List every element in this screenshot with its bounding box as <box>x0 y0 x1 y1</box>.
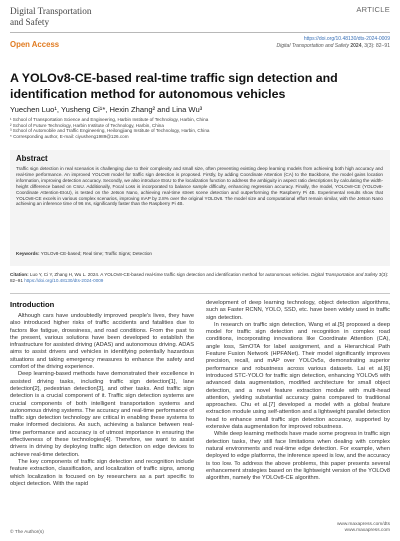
citation-label: Citation: <box>10 272 29 277</box>
author-list: Yuechen Luo¹, Yusheng Ci¹*, Hexin Zhang² and Lina Wu³ <box>10 105 203 114</box>
keywords-label: Keywords: <box>16 251 40 256</box>
intro-paragraph: Although cars have undoubtedly improved people's lives, they have also introduced higher risks of traffic accidents and fatalities due to factors like fatigue, drowsiness, and road conditions. From the past to the present, various solutions have been developed to establish the infrastructure for assisted driving (ADAS) and autonomous driving. ADAS aims to assist drivers and vehicles in identifying potentially hazardous situations and taking emergency measures to enhance the safety and comfort of the driving experience. <box>10 313 194 371</box>
footer-links <box>337 522 390 534</box>
intro-paragraph: development of deep learning technology, object detection algorithms, such as Faster RCNN, YOLO, SSD, etc. have been widely used in traffic sign detection. <box>206 300 390 321</box>
journal-name <box>10 6 91 28</box>
affiliation-2: ² School of Future Technology, Harbin Institute of Technology, Harbin, China <box>10 122 164 128</box>
citation-divider <box>10 293 390 294</box>
abstract-box <box>10 150 390 266</box>
body-column-left <box>10 300 194 488</box>
article-type-tag: ARTICLE <box>356 5 390 14</box>
open-access-label: Open Access <box>10 40 60 49</box>
citation-volume: 3(3): 82−91 <box>10 272 389 283</box>
introduction-heading: Introduction <box>10 300 55 309</box>
journal-cite-volume: , 3(3): 82−91 <box>361 43 390 49</box>
citation-block <box>10 272 390 284</box>
citation-journal: Digital Transportation and Safety <box>311 272 378 277</box>
affiliation-3: ³ School of Automobile and Traffic Engineering, Heilongjiang Institute of Technology, Harbin, China <box>10 128 210 134</box>
intro-paragraph: The key components of traffic sign detection and recognition include feature extraction, classification, and localization of traffic signs, among which localization is focused on by researchers as a part specific to object detection. With the rapid <box>10 458 194 487</box>
intro-paragraph: Deep learning-based methods have demonstrated their excellence in assisted driving tasks, including traffic sign detection[1], lane detection[2], pedestrian detection[3], and other tasks. And traffic sign detection is a crucial component of it. Traffic sign detection systems are crucial components of both intelligent transportation systems and autonomous driving systems. The accuracy and real-time performance of traffic sign detection technology are critical in enabling these systems to make informed decisions. As such, achieving a balance between real-time performance and accuracy is of utmost importance in ensuring the effectiveness of these technologies[4]. Therefore, we want to assist drivers in driving by deploying traffic sign detection on edge devices to achieve real-time detection. <box>10 371 194 458</box>
affiliation-1: ¹ School of Transportation Science and Engineering, Harbin Institute of Technology, Harbin, China <box>10 117 209 122</box>
header-divider <box>10 32 390 33</box>
affiliations <box>10 117 209 139</box>
paper-title: A YOLOv8-CE-based real-time traffic sign detection and identification method for autonomous vehicles <box>10 71 338 101</box>
journal-site-link[interactable]: www.maxapress.com/dts <box>336 522 390 527</box>
keywords-line <box>16 251 152 256</box>
doi-link[interactable]: https://doi.org/10.48130/dts-2024-0009 <box>303 36 390 42</box>
publisher-site-link[interactable]: www.maxapress.com <box>344 528 390 534</box>
keywords-text: YOLOv8-CE-based; Real time; Traffic Signs; Detection <box>40 251 152 256</box>
abstract-heading: Abstract <box>16 154 48 163</box>
intro-paragraph: While deep learning methods have made some progress in traffic sign detection tasks, they still face limitations when dealing with complex natural environments and real-time edge detection. For example, when deployed to edge platforms, the inference speed is low, and the accuracy is too low. To address the above problems, this paper presents several enhancement strategies based on the lightweight version of the YOLOv8 algorithm, namely the YOLOv8-CE algorithm. <box>206 431 390 482</box>
journal-citation-line <box>277 43 390 50</box>
journal-name-line2: and Safety <box>10 17 50 27</box>
journal-name-line1: Digital Transportation <box>10 6 92 16</box>
journal-cite-name: Digital Transportation and Safety <box>276 43 349 49</box>
intro-paragraph: In research on traffic sign detection, Wang et al.[5] proposed a deep model for traffic sign detection and recognition in complex road conditions, incorporating innovations like Coordinate Attention (CA), angle loss, SimOTA for label assignment, and a Hierarchical Path Feature Fusion Network (HPFANet). Their model significantly improves precision, recall, and mAP over YOLOv5s, demonstrating superior performance and robustness across various datasets. Lai et al.[6] introduced STC-YOLO for traffic sign detection, enhancing YOLOv5 with advanced data augmentation, modified architecture for small object detection, and a novel feature extraction module with multi-head attention, yielding substantial accuracy gains compared to traditional approaches. Chu et al.[7] developed a model with a global feature extraction module using self-attention and a lightweight parallel detection head to enhance small traffic sign detection accuracy, supported by extensive data augmentation for improved robustness. <box>206 321 390 431</box>
body-column-right <box>206 300 390 482</box>
citation-text: Luo Y, Ci Y, Zhang H, Wu L. 2024. A YOLOv8-CE-based real-time traffic sign detection and identification method for autonomous vehicles. <box>29 272 310 277</box>
journal-cite-year: 2024 <box>350 43 362 49</box>
abstract-text: Traffic sign detection in real scenarios is challenging due to their complexity and small size, often preventing existing deep learning models from achieving both high accuracy and real-time performance. An improved YOLOv8 model for traffic sign detection is proposed. Firstly, by adding Coordinate Attention (CA) to the Backbone, the model gains location information, improving detection accuracy. Secondly, we also introduce EIoU to the localization function to address the ambiguity in aspect ratio descriptions by calculating the width-height difference based on CIoU. Additionally, Focal Loss is incorporated to balance sample difficulty, enhancing regression accuracy. Finally, the model, YOLOv8-CE (YOLOv8-Coordinate Attention-EIoU), is tested on the Jetson Nano, achieving real-time street scene detection and outperforming the Raspberry Pi 4B. Experimental results show that YOLOv8-CE excels in various complex scenarios, improving mAP by 2.8% over the original YOLOv8. The model size and computational effort remain similar, with the Jetson Nano achieving an inference time of 96 ms, significantly faster than the Raspberry Pi 4B. <box>16 166 383 207</box>
doi-block <box>277 36 390 50</box>
corresponding-author: * Corresponding author, E-mail: ciyusheng1989@126.com <box>10 133 129 139</box>
copyright-footer: © The Author(s) <box>10 530 44 535</box>
citation-doi-link[interactable]: https://doi.org/10.48130/dts-2024-0009 <box>24 277 104 283</box>
